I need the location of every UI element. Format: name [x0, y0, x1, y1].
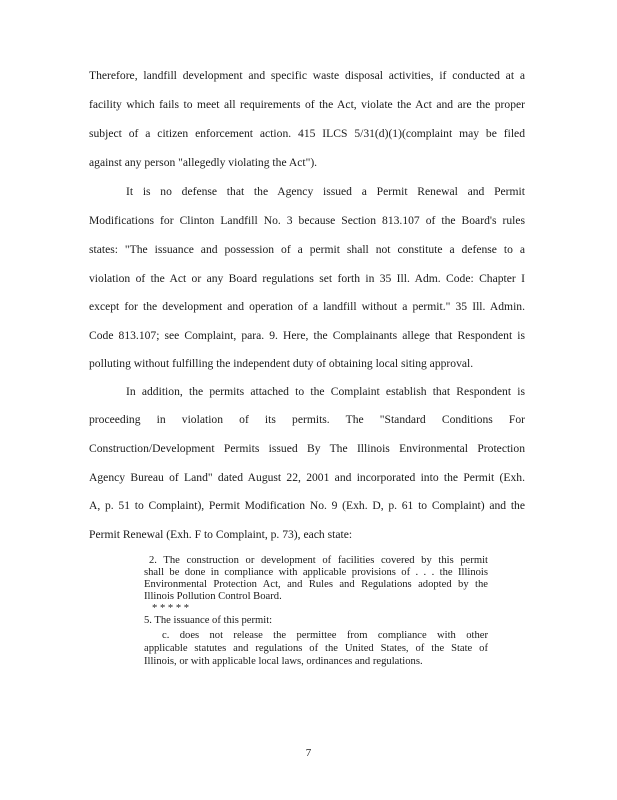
- page-number: 7: [305, 747, 312, 759]
- body-line-13: proceeding in violation of its permits. The "Standard Conditions For: [89, 413, 525, 426]
- body-line-9: except for the development and operation of a landfill without a permit." 35 Ill. Admin.: [89, 300, 525, 313]
- body-line-10: Code 813.107; see Complaint, para. 9. Here, the Complainants allege that Respondent is: [89, 329, 525, 342]
- body-line-16: A, p. 51 to Complaint), Permit Modification No. 9 (Exh. D, p. 61 to Complaint) and the: [89, 499, 525, 512]
- body-line-17: Permit Renewal (Exh. F to Complaint, p. 73), each state:: [89, 528, 353, 541]
- body-line-14: Construction/Development Permits issued By The Illinois Environmental Protection: [89, 442, 525, 455]
- quote-line-1: 2. The construction or development of facilities covered by this permit: [149, 555, 488, 566]
- quote-line-8: Illinois, or with applicable local laws, ordinances and regulations.: [144, 656, 423, 667]
- body-line-11: polluting without fulfilling the independent duty of obtaining local siting approval.: [89, 357, 474, 370]
- quote-separator: * * * * *: [152, 603, 190, 614]
- body-line-3: subject of a citizen enforcement action. 415 ILCS 5/31(d)(1)(complaint may be filed: [89, 127, 525, 140]
- body-line-7: states: "The issuance and possession of a permit shall not constitute a defense to a: [89, 243, 525, 256]
- quote-line-7: applicable statutes and regulations of the United States, of the State of: [144, 643, 488, 654]
- quote-line-2: shall be done in compliance with applicable provisions of . . . the Illinois: [144, 567, 488, 578]
- quote-line-4: Illinois Pollution Control Board.: [144, 591, 282, 602]
- body-line-5: It is no defense that the Agency issued a Permit Renewal and Permit: [126, 185, 525, 198]
- body-line-12: In addition, the permits attached to the Complaint establish that Respondent is: [126, 385, 525, 398]
- body-line-2: facility which fails to meet all requirements of the Act, violate the Act and are the proper: [89, 98, 525, 111]
- quote-line-3: Environmental Protection Act, and Rules and Regulations adopted by the: [144, 579, 488, 590]
- body-line-4: against any person "allegedly violating the Act").: [89, 156, 318, 169]
- quote-line-5: 5. The issuance of this permit:: [144, 615, 273, 626]
- body-line-6: Modifications for Clinton Landfill No. 3 because Section 813.107 of the Board's rules: [89, 214, 525, 227]
- body-line-1: Therefore, landfill development and specific waste disposal activities, if conducted at a: [89, 69, 525, 82]
- body-line-8: violation of the Act or any Board regulations set forth in 35 Ill. Adm. Code: Chapter I: [89, 272, 525, 285]
- quote-line-6: c. does not release the permittee from compliance with other: [162, 630, 488, 641]
- body-line-15: Agency Bureau of Land" dated August 22, 2001 and incorporated into the Permit (Exh.: [89, 471, 525, 484]
